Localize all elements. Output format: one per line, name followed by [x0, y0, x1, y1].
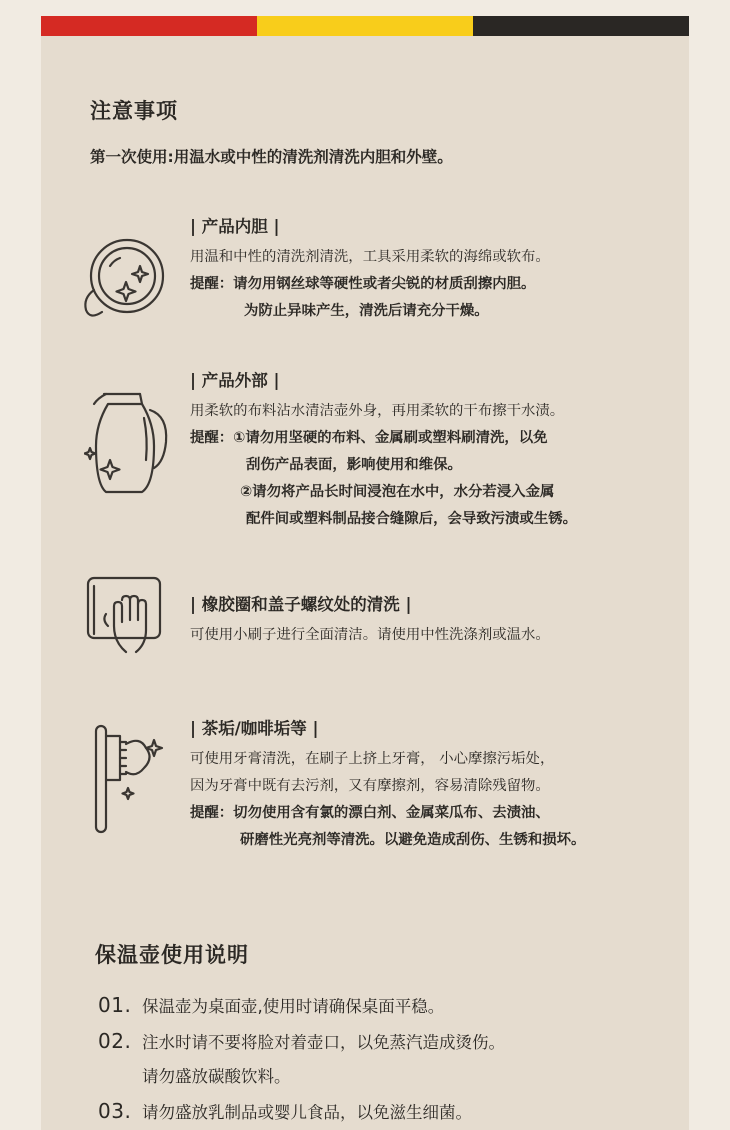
- section-line: 因为牙膏中既有去污剂，又有摩擦剂，容易清除残留物。: [190, 778, 550, 794]
- section-line: 用柔软的布料沾水清洁壶外身，再用柔软的干布擦干水渍。: [190, 403, 565, 419]
- section-liner: [190, 214, 550, 325]
- section-reminder-2: ②请勿将产品长时间浸泡在水中，水分若浸入金属: [240, 484, 555, 500]
- list-item: [98, 1094, 505, 1130]
- item-number: 03.: [98, 1099, 132, 1123]
- item-text: 保温壶为桌面壶,使用时请确保桌面平稳。: [142, 997, 445, 1016]
- section-line: 可使用牙膏清洗，在刷子上挤上牙膏， 小心摩擦污垢处，: [190, 751, 555, 767]
- stripe-black: [473, 16, 689, 36]
- section-reminder-cont: 为防止异味产生，清洗后请充分干燥。: [244, 303, 489, 319]
- section-line: 用温和中性的清洗剂清洗，工具采用柔软的海绵或软布。: [190, 249, 550, 265]
- item-number: 02.: [98, 1029, 132, 1053]
- section-rubber-ring: [190, 592, 550, 649]
- item-number: 01.: [98, 993, 132, 1017]
- section-reminder-cont: 研磨性光亮剂等清洗。以避免造成刮伤、生锈和损坏。: [240, 832, 586, 848]
- section-heading: | 产品内胆 |: [190, 217, 280, 236]
- section-reminder-cont: 刮伤产品表面，影响使用和维保。: [246, 457, 462, 473]
- cup-icon: [80, 228, 172, 324]
- section-reminder: 提醒：①请勿用坚硬的布料、金属刷或塑料刷清洗，以免: [190, 430, 548, 446]
- toothbrush-icon: [92, 722, 164, 836]
- section-heading: | 橡胶圈和盖子螺纹处的清洗 |: [190, 595, 412, 614]
- stripe-red: [41, 16, 257, 36]
- section-line: 可使用小刷子进行全面清洁。请使用中性洗涤剂或温水。: [190, 627, 550, 643]
- notice-title: 注意事项: [90, 99, 178, 123]
- usage-title: 保温壶使用说明: [95, 943, 249, 967]
- section-tea-stain: [190, 716, 585, 854]
- section-heading: | 茶垢/咖啡垢等 |: [190, 719, 319, 738]
- kettle-icon: [84, 388, 170, 496]
- item-text: 注水时请不要将脸对着壶口，以免蒸汽造成烫伤。: [142, 1033, 505, 1052]
- item-text-cont: 请勿盛放碳酸饮料。: [142, 1067, 291, 1086]
- list-item: [98, 988, 505, 1024]
- section-reminder: 提醒：切勿使用含有氯的漂白剂、金属菜瓜布、去渍油、: [190, 805, 550, 821]
- usage-list: [98, 988, 505, 1130]
- item-text: 请勿盛放乳制品或婴儿食品，以免滋生细菌。: [142, 1103, 472, 1122]
- stripe-yellow: [257, 16, 473, 36]
- section-heading: | 产品外部 |: [190, 371, 280, 390]
- notice-intro: 第一次使用:用温水或中性的清洗剂清洗内胆和外壁。: [90, 148, 453, 166]
- hand-wipe-icon: [84, 574, 166, 656]
- section-reminder: 提醒：请勿用钢丝球等硬性或者尖锐的材质刮擦内胆。: [190, 276, 536, 292]
- list-item: [98, 1024, 505, 1060]
- section-reminder-2-cont: 配件间或塑料制品接合缝隙后，会导致污渍或生锈。: [246, 511, 577, 527]
- section-exterior: [190, 368, 577, 533]
